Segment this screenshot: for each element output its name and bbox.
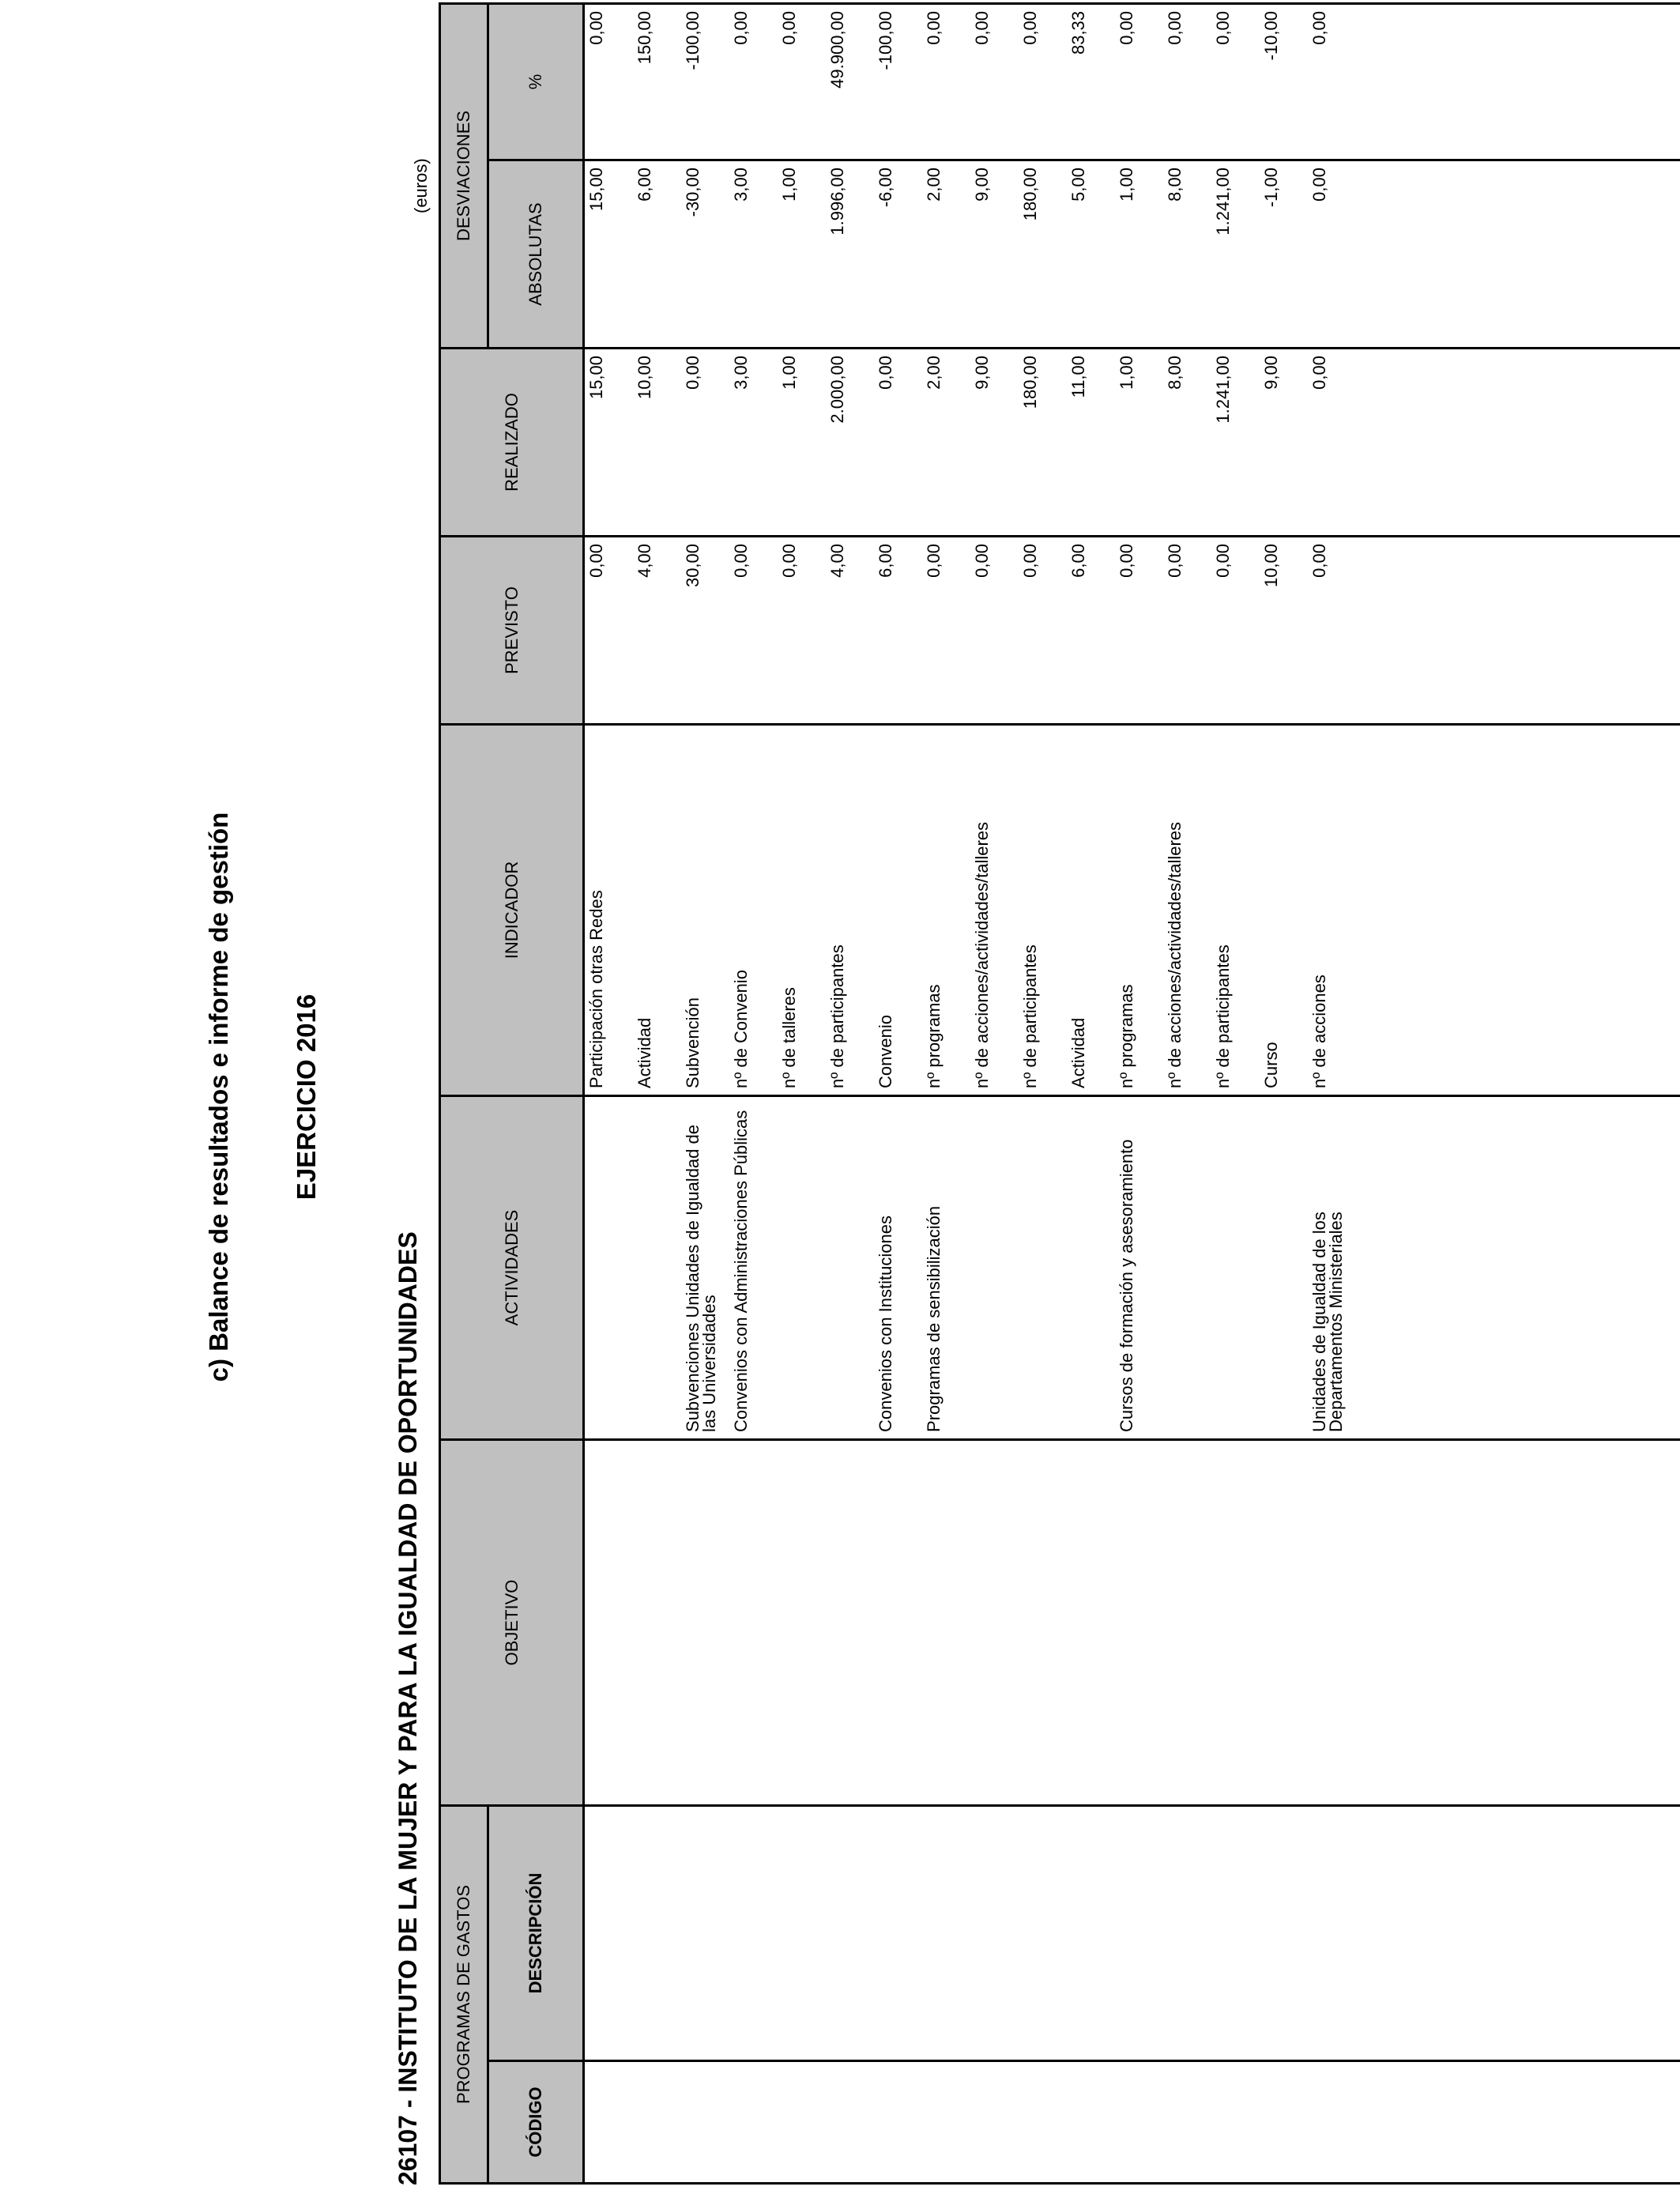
absolutas-value: 8,00 xyxy=(1165,167,1185,202)
actividad-entry xyxy=(826,1097,874,1438)
header-programas-de-gastos: PROGRAMAS DE GASTOS xyxy=(440,1805,488,2183)
indicador-entry: Participación otras Redes xyxy=(586,890,606,1088)
results-table xyxy=(439,2,1680,2185)
indicador-entry: Subvención xyxy=(683,997,703,1088)
indicador-entry: nº de acciones xyxy=(1309,974,1329,1088)
previsto-value: 0,00 xyxy=(1309,543,1329,578)
absolutas-value: 1.996,00 xyxy=(827,167,847,236)
porcentaje-value: 83,33 xyxy=(1068,10,1088,55)
previsto-column xyxy=(584,536,1680,724)
previsto-value: 0,00 xyxy=(731,543,751,578)
porcentaje-value: 0,00 xyxy=(972,10,992,45)
realizado-value: 8,00 xyxy=(1165,355,1185,390)
header-absolutas: ABSOLUTAS xyxy=(488,160,584,348)
absolutas-value: -1,00 xyxy=(1261,167,1281,208)
units-label: (euros) xyxy=(411,158,431,213)
absolutas-value: 3,00 xyxy=(731,167,751,202)
porcentaje-value: 0,00 xyxy=(1309,10,1329,45)
previsto-value: 4,00 xyxy=(635,543,654,578)
indicador-entry: Actividad xyxy=(1068,1017,1088,1088)
actividad-entry xyxy=(585,1097,633,1438)
absolutas-value: 0,00 xyxy=(1309,167,1329,202)
actividad-entry xyxy=(1019,1097,1067,1438)
porcentaje-value: 0,00 xyxy=(586,10,606,45)
realizado-column xyxy=(584,348,1680,536)
realizado-value: 1,00 xyxy=(1117,355,1136,390)
previsto-value: 0,00 xyxy=(586,543,606,578)
indicador-entry: Convenio xyxy=(876,1015,895,1088)
actividad-entry xyxy=(1211,1097,1260,1438)
realizado-value: 10,00 xyxy=(635,355,654,400)
realizado-value: 0,00 xyxy=(1309,355,1329,390)
previsto-value: 6,00 xyxy=(876,543,895,578)
absolutas-value: 15,00 xyxy=(586,167,606,212)
fiscal-year-label: EJERCICIO 2016 xyxy=(292,993,321,1201)
actividad-entry xyxy=(1260,1097,1308,1438)
absolutas-value: 1.241,00 xyxy=(1213,167,1233,236)
porcentaje-value: 0,00 xyxy=(731,10,751,45)
header-actividades: ACTIVIDADES xyxy=(440,1095,584,1439)
porcentaje-value: 150,00 xyxy=(635,10,654,65)
previsto-value: 4,00 xyxy=(827,543,847,578)
porcentaje-value: 0,00 xyxy=(924,10,944,45)
header-previsto: PREVISTO xyxy=(440,536,584,724)
previsto-value: 10,00 xyxy=(1261,543,1281,588)
realizado-value: 9,00 xyxy=(972,355,992,390)
porcentaje-value: -100,00 xyxy=(876,10,895,70)
indicador-entry: nº de acciones/actividades/talleres xyxy=(972,821,992,1088)
porcentaje-value: 49.900,00 xyxy=(827,10,847,89)
porcentaje-value: 0,00 xyxy=(779,10,799,45)
indicador-entry: nº programas xyxy=(924,984,944,1088)
realizado-value: 1,00 xyxy=(779,355,799,390)
previsto-value: 0,00 xyxy=(1213,543,1233,578)
absolutas-value: 180,00 xyxy=(1020,167,1040,221)
indicador-entry: nº de participantes xyxy=(1213,944,1233,1088)
absolutas-column xyxy=(584,160,1680,348)
header-porcentaje: % xyxy=(488,3,584,160)
porcentaje-value: -10,00 xyxy=(1261,10,1281,61)
actividad-entry xyxy=(1163,1097,1211,1438)
previsto-value: 0,00 xyxy=(972,543,992,578)
organization-heading: 26107 - INSTITUTO DE LA MUJER Y PARA LA IGUALDAD DE OPORTUNIDADES xyxy=(394,1231,422,2185)
actividad-entry xyxy=(778,1097,826,1438)
porcentaje-value: 0,00 xyxy=(1020,10,1040,45)
actividad-entry: Subvenciones Unidades de Igualdad de las Universidades xyxy=(683,1125,719,1432)
absolutas-value: 5,00 xyxy=(1068,167,1088,202)
descripcion-cell xyxy=(584,1805,1680,2060)
actividad-entry: Programas de sensibilización xyxy=(924,1205,944,1432)
previsto-value: 0,00 xyxy=(1020,543,1040,578)
indicador-entry: nº de Convenio xyxy=(731,970,751,1088)
header-realizado: REALIZADO xyxy=(440,348,584,536)
table-row xyxy=(584,3,1680,2183)
realizado-value: 9,00 xyxy=(1261,355,1281,390)
actividad-entry: Cursos de formación y asesoramiento xyxy=(1117,1139,1136,1432)
codigo-cell xyxy=(584,2061,1680,2184)
absolutas-value: -30,00 xyxy=(683,167,703,217)
absolutas-value: 6,00 xyxy=(635,167,654,202)
header-desviaciones: DESVIACIONES xyxy=(440,3,488,348)
realizado-value: 1.241,00 xyxy=(1213,355,1233,424)
indicador-entry: nº de talleres xyxy=(779,987,799,1088)
actividad-entry xyxy=(1067,1097,1115,1438)
header-objetivo: OBJETIVO xyxy=(440,1439,584,1805)
absolutas-value: -6,00 xyxy=(876,167,895,208)
realizado-value: 0,00 xyxy=(683,355,703,390)
indicador-entry: nº de participantes xyxy=(1020,944,1040,1088)
indicador-entry: nº de acciones/actividades/talleres xyxy=(1165,821,1185,1088)
report-title: c) Balance de resultados e informe de gestión xyxy=(204,812,233,1382)
header-indicador: INDICADOR xyxy=(440,724,584,1095)
group-header-row xyxy=(440,3,488,2183)
absolutas-value: 9,00 xyxy=(972,167,992,202)
indicador-entry: nº programas xyxy=(1117,984,1136,1088)
actividad-entry: Convenios con Administraciones Públicas xyxy=(731,1110,751,1432)
porcentaje-value: -100,00 xyxy=(683,10,703,70)
porcentaje-column xyxy=(584,3,1680,160)
realizado-value: 15,00 xyxy=(586,355,606,400)
header-codigo: CÓDIGO xyxy=(488,2061,584,2184)
objetivo-cell xyxy=(584,1439,1680,1805)
actividad-entry: Convenios con Instituciones xyxy=(876,1216,895,1432)
porcentaje-value: 0,00 xyxy=(1165,10,1185,45)
absolutas-value: 2,00 xyxy=(924,167,944,202)
realizado-value: 11,00 xyxy=(1068,355,1088,398)
realizado-value: 2.000,00 xyxy=(827,355,847,424)
realizado-value: 3,00 xyxy=(731,355,751,390)
actividades-column xyxy=(584,1095,1680,1439)
header-descripcion: DESCRIPCIÓN xyxy=(488,1805,584,2060)
actividad-entry xyxy=(633,1097,681,1438)
absolutas-value: 1,00 xyxy=(1117,167,1136,202)
indicador-entry: nº de participantes xyxy=(827,944,847,1088)
absolutas-value: 1,00 xyxy=(779,167,799,202)
previsto-value: 0,00 xyxy=(924,543,944,578)
realizado-value: 0,00 xyxy=(876,355,895,390)
porcentaje-value: 0,00 xyxy=(1213,10,1233,45)
realizado-value: 2,00 xyxy=(924,355,944,390)
indicador-entry: Actividad xyxy=(635,1017,654,1088)
previsto-value: 6,00 xyxy=(1068,543,1088,578)
previsto-value: 0,00 xyxy=(779,543,799,578)
indicador-entry: Curso xyxy=(1261,1042,1281,1088)
previsto-value: 0,00 xyxy=(1117,543,1136,578)
porcentaje-value: 0,00 xyxy=(1117,10,1136,45)
actividad-entry xyxy=(970,1097,1019,1438)
actividad-entry: Unidades de Igualdad de los Departamentos Ministeriales xyxy=(1309,1212,1346,1432)
realizado-value: 180,00 xyxy=(1020,355,1040,409)
previsto-value: 0,00 xyxy=(1165,543,1185,578)
indicador-column xyxy=(584,724,1680,1095)
previsto-value: 30,00 xyxy=(683,543,703,588)
